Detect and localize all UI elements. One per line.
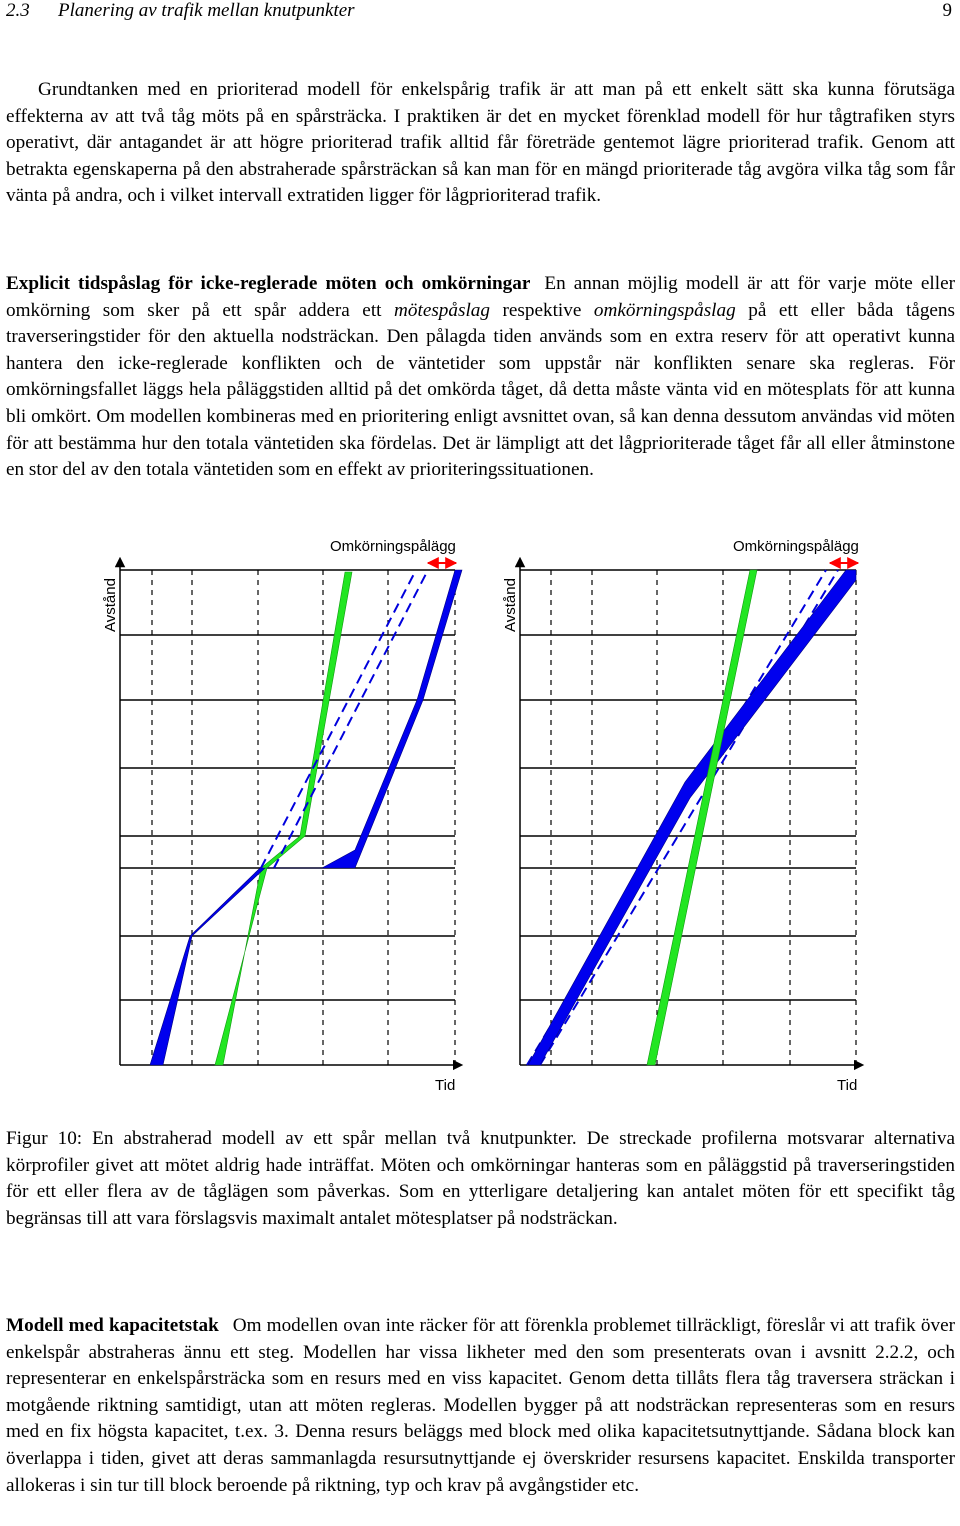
left-x-axis-label: Tid (435, 1077, 456, 1094)
explicit-text-2: respektive (489, 299, 594, 321)
explicit-text-1: En annan möjlig modell är att för varje möte eller omkörning som sker på ett spår addera ett (6, 273, 956, 321)
explicit-text-3: på ett eller båda tågens traverseringstider för den aktuella nodsträckan. Den pålagda tiden används som en extra reserv för att operativt kunna hantera den icke-reglerade konflikten och de väntetider som uppstår när konflikten senare ska regleras. För omkörningsfallet läggs hela påläggstiden alltid på det omkörda tåget, då detta måste vänta vid en mötesplats för att kunna bli omkört. Om modellen kombineras med en prioritering enligt avsnittet ovan, så kan denna dessutom användas vid möten för att bestämma hur den totala väntetiden ska fördelas. Det är lämpligt att det lågprioriterade tåget får all eller åtminstone en stor del av den totala väntetiden som en effekt av prioriteringssituationen. (6, 299, 955, 481)
explicit-section-paragraph (6, 271, 955, 484)
left-green-train-path (215, 572, 352, 1065)
right-x-axis-label: Tid (837, 1077, 858, 1094)
right-panel (502, 538, 859, 1094)
figure-caption: Figur 10: En abstraherad modell av ett spår mellan två knutpunkter. De streckade profilerna motsvarar alternativa körprofiler givet att mötet aldrig hade inträffat. Möten och omkörningar hanteras som en påläggstid på traverseringstiden för ett eller flera av de tåglägen som påverkas. Som en ytterligare detaljering kan antalet möten för ett specifikt tåg begränsas till att vara förslagsvis maximalt antalet mötesplatser på nodsträckan. (6, 1128, 955, 1229)
section-number: 2.3 (6, 0, 30, 21)
left-top-label: Omkörningspålägg (330, 538, 456, 555)
capacity-section-paragraph (6, 1313, 955, 1499)
term-motespaslag: mötespåslag (394, 299, 490, 321)
section-title: Planering av trafik mellan knutpunkter (58, 0, 355, 21)
capacity-section-text: Om modellen ovan inte räcker för att förenkla problemet tillräckligt, föreslår vi att trafik över enkelspår abstraheras ännu ett steg. Modellen har vissa likheter med den som presenterats ovan i avsnitt 2.2.2, och representerar en enkelspårsträcka som en resurs med en viss kapacitet. Genom detta tillåts flera tåg traversera sträckan i motgående riktning samtidigt, utan att möten regleras. Modellen bygger på att nodsträckan representeras som en resurs med en fix högsta kapacitet, t.ex. 3. Denna resurs beläggs med block med olika kapacitetsutnyttjande. Sådana block kan överlappa i tiden, givet att deras sammanlagda resursutnyttjande ej överskrider resursens kapacitet. Enskilda transporter allokeras i sin tur till block beroende på riktning, typ och krav på avgångstider etc. (6, 1315, 955, 1496)
page-header (6, 0, 952, 26)
term-omkorningspaslag: omkörningspåslag (593, 299, 736, 321)
right-top-label: Omkörningspålägg (733, 538, 859, 555)
explicit-section-heading: Explicit tidspåslag för icke-reglerade möten och omkörningar (6, 273, 531, 294)
right-y-axis-label: Avstånd (502, 578, 519, 632)
intro-paragraph: Grundtanken med en prioriterad modell för enkelspårig trafik är att man på ett enkelt sätt ska kunna förutsäga effekterna av att två tåg möts på en spårsträcka. I praktiken är det en mycket förenklad modell för hur tågtrafiken styrs operativt, där antagandet är att högre prioriterad trafik alltid får företräde gentemot lägre prioriterad trafik. Genom att betrakta egenskaperna på den abstraherade spårsträckan så kan man för en mängd prioriterade tåg avgöra vilka tåg som får vänta på andra, och i vilket intervall extratiden ligger för lågprioriterad trafik. (6, 79, 955, 207)
page-number: 9 (942, 0, 952, 21)
right-green-train-path (647, 570, 757, 1065)
left-station-lines (120, 570, 455, 1000)
left-y-axis-label: Avstånd (102, 578, 119, 632)
capacity-section-heading: Modell med kapacitetstak (6, 1315, 219, 1336)
figure-10 (90, 530, 870, 1100)
left-panel (102, 538, 462, 1094)
train-graph-figure (90, 530, 870, 1100)
right-blue-train-path (528, 570, 856, 1065)
